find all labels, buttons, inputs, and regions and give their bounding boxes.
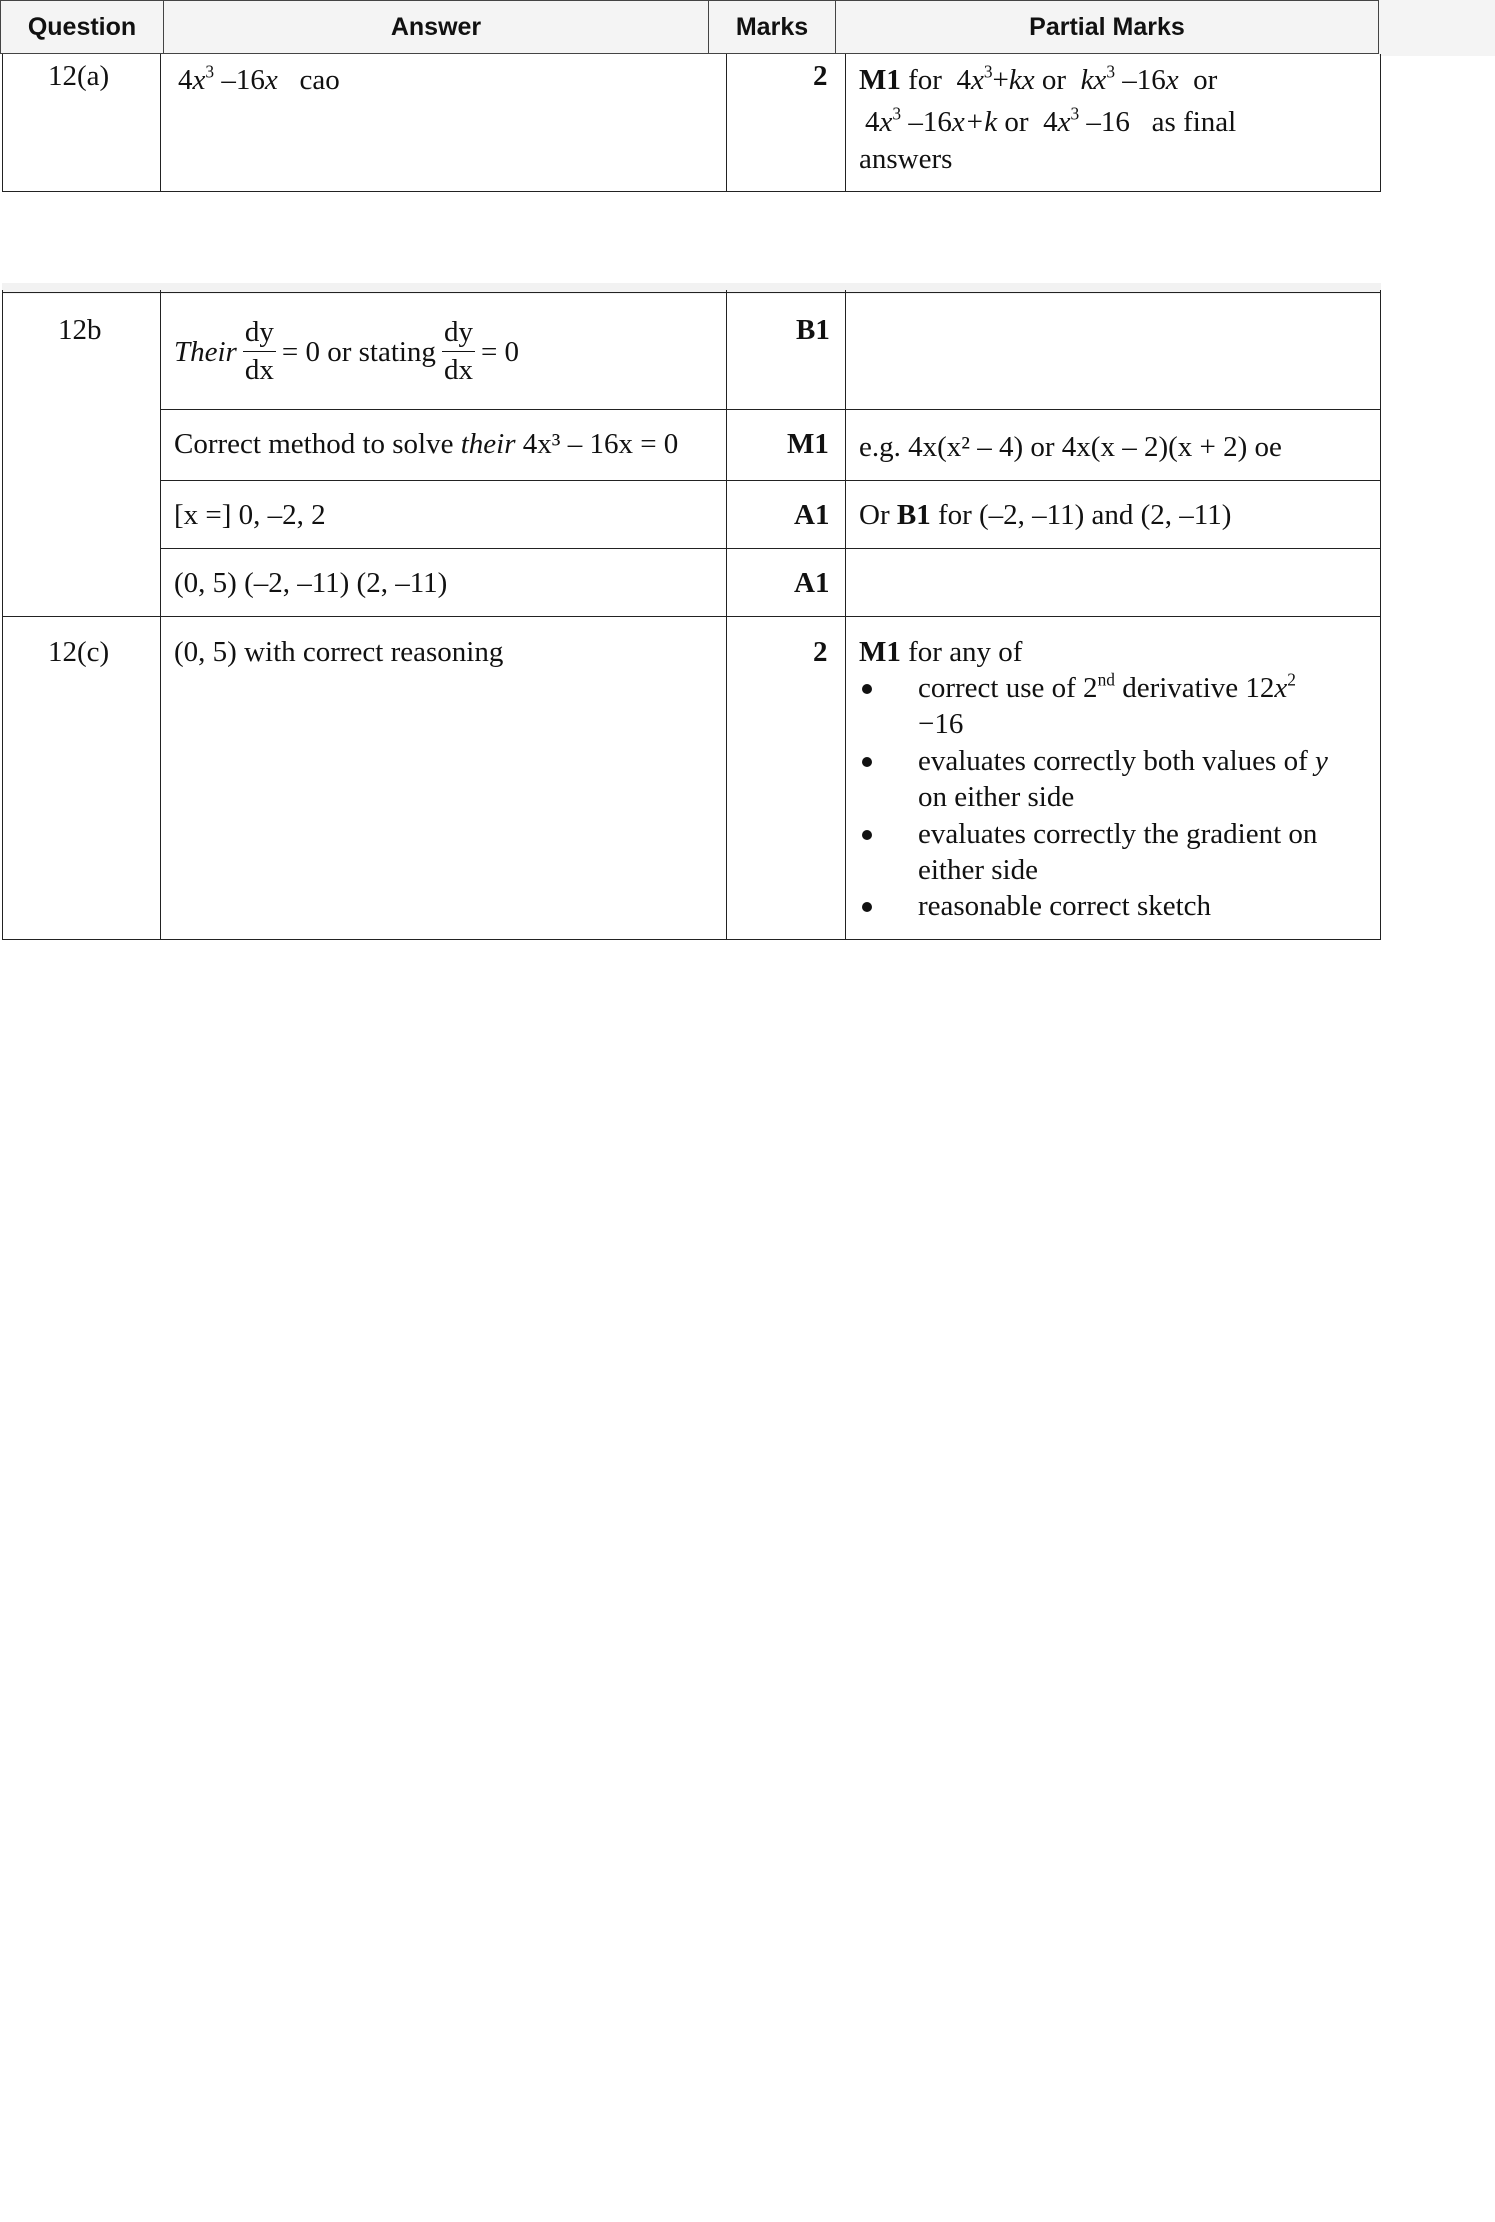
frac-den: dx [244, 354, 274, 387]
border [160, 480, 1381, 481]
partial-12c-intro-text: for any of [900, 636, 1023, 668]
term: or [1004, 106, 1029, 138]
border [726, 290, 727, 940]
their-word: Their [174, 335, 237, 368]
question-12b: 12b [58, 314, 102, 346]
r3-pre: Or [859, 499, 897, 531]
border [845, 290, 846, 940]
partial-12a-line1 [859, 62, 1217, 98]
term: or [1193, 64, 1218, 96]
answer-rest: –16 [214, 64, 265, 96]
term-exp: 3 [983, 61, 993, 82]
r1-end: = 0 [480, 335, 520, 368]
border [1380, 54, 1381, 192]
border [160, 548, 1381, 549]
border [2, 290, 3, 940]
term: kx [1008, 64, 1035, 96]
term-x: x [970, 64, 984, 96]
term: + [992, 64, 1009, 96]
r2-their: their [460, 428, 516, 460]
term: or [1041, 64, 1067, 96]
term: 4 [956, 64, 971, 96]
answer-x: x [192, 64, 206, 96]
marks-12c: 2 [813, 636, 828, 668]
marks-12b-r1: B1 [796, 314, 830, 346]
border [160, 290, 161, 940]
answer-12b-r2 [174, 426, 678, 462]
term-x: x [951, 106, 965, 138]
answer-cao: cao [299, 64, 340, 96]
bullet-dot [862, 902, 872, 912]
partial-12c-intro [859, 634, 1022, 670]
header-filler [1379, 0, 1495, 56]
term: –16 [908, 106, 952, 138]
r2-post: 4x³ – 16x = 0 [515, 428, 679, 460]
partial-for: for [908, 64, 942, 96]
partial-12a-line2 [865, 104, 1236, 140]
term: 4 [865, 106, 880, 138]
question-12a: 12(a) [48, 60, 110, 92]
term: kx [1080, 64, 1107, 96]
border [2, 191, 1381, 192]
term: +k [964, 106, 998, 138]
question-12c: 12(c) [48, 636, 110, 668]
term-exp: 3 [1070, 103, 1080, 124]
answer-exp: 3 [205, 61, 215, 82]
marks-12b-r2: M1 [787, 428, 829, 460]
bullet-1-line2: −16 [918, 708, 964, 740]
r1-mid: = 0 or stating [281, 335, 436, 368]
answer-12a [178, 62, 340, 98]
header-question: Question [0, 0, 164, 54]
bullet-dot [862, 757, 872, 767]
frac-num: dy [442, 316, 475, 352]
partial-12c-m1: M1 [859, 636, 901, 668]
partial-12b-r2: e.g. 4x(x² – 4) or 4x(x – 2)(x + 2) oe [859, 431, 1282, 463]
header-answer: Answer [163, 0, 709, 54]
answer-12b-r3: [x =] 0, –2, 2 [174, 499, 326, 531]
border [2, 939, 1381, 940]
answer-x2: x [264, 64, 278, 96]
term: as final [1151, 106, 1237, 138]
table-header [0, 0, 1495, 56]
r3-b1: B1 [896, 499, 931, 531]
bullet-1-line1: correct use of 2nd derivative $12x^2$ [918, 669, 1296, 704]
derivative-fraction [243, 316, 276, 388]
term-exp: 3 [892, 103, 902, 124]
bullet-4: reasonable correct sketch [918, 890, 1212, 922]
term: –16 [1079, 106, 1130, 138]
answer-12c: (0, 5) with correct reasoning [174, 636, 504, 668]
border [845, 54, 846, 192]
border [1380, 290, 1381, 940]
bullet-3-line1: evaluates correctly the gradient on [918, 818, 1318, 850]
bullet-dot [862, 830, 872, 840]
term: 4 [1043, 106, 1058, 138]
term-x: x [879, 106, 893, 138]
marks-12b-r4: A1 [794, 567, 830, 599]
frac-den: dx [443, 354, 473, 387]
bullet-3-line2: either side [918, 854, 1038, 886]
marks-12a: 2 [813, 60, 828, 92]
term-exp: 3 [1106, 61, 1116, 82]
frac-num: dy [243, 316, 276, 352]
term-x: x [1165, 64, 1179, 96]
border [160, 54, 161, 192]
bullet-2-line2: on either side [918, 781, 1075, 813]
border [2, 616, 1381, 617]
answer-coef: 4 [178, 64, 193, 96]
border [726, 54, 727, 192]
border [2, 54, 3, 192]
answer-12b-r1 [174, 316, 519, 388]
header-marks: Marks [708, 0, 836, 54]
partial-m1: M1 [859, 64, 901, 96]
term-x: x [1057, 106, 1071, 138]
header-partial-marks: Partial Marks [835, 0, 1379, 54]
r2-pre: Correct method to solve [174, 428, 461, 460]
partial-12a-line3: answers [859, 143, 953, 175]
marks-12b-r3: A1 [794, 499, 830, 531]
partial-12b-r3 [859, 497, 1231, 533]
answer-12b-r4: (0, 5) (–2, –11) (2, –11) [174, 567, 448, 599]
bullet-2-line1: evaluates correctly both values of y [918, 745, 1328, 777]
derivative-fraction [442, 316, 475, 388]
bullet-dot [862, 684, 872, 694]
term: –16 [1115, 64, 1166, 96]
border [160, 409, 1381, 410]
border [2, 292, 1381, 293]
r3-post: for (–2, –11) and (2, –11) [930, 499, 1232, 531]
